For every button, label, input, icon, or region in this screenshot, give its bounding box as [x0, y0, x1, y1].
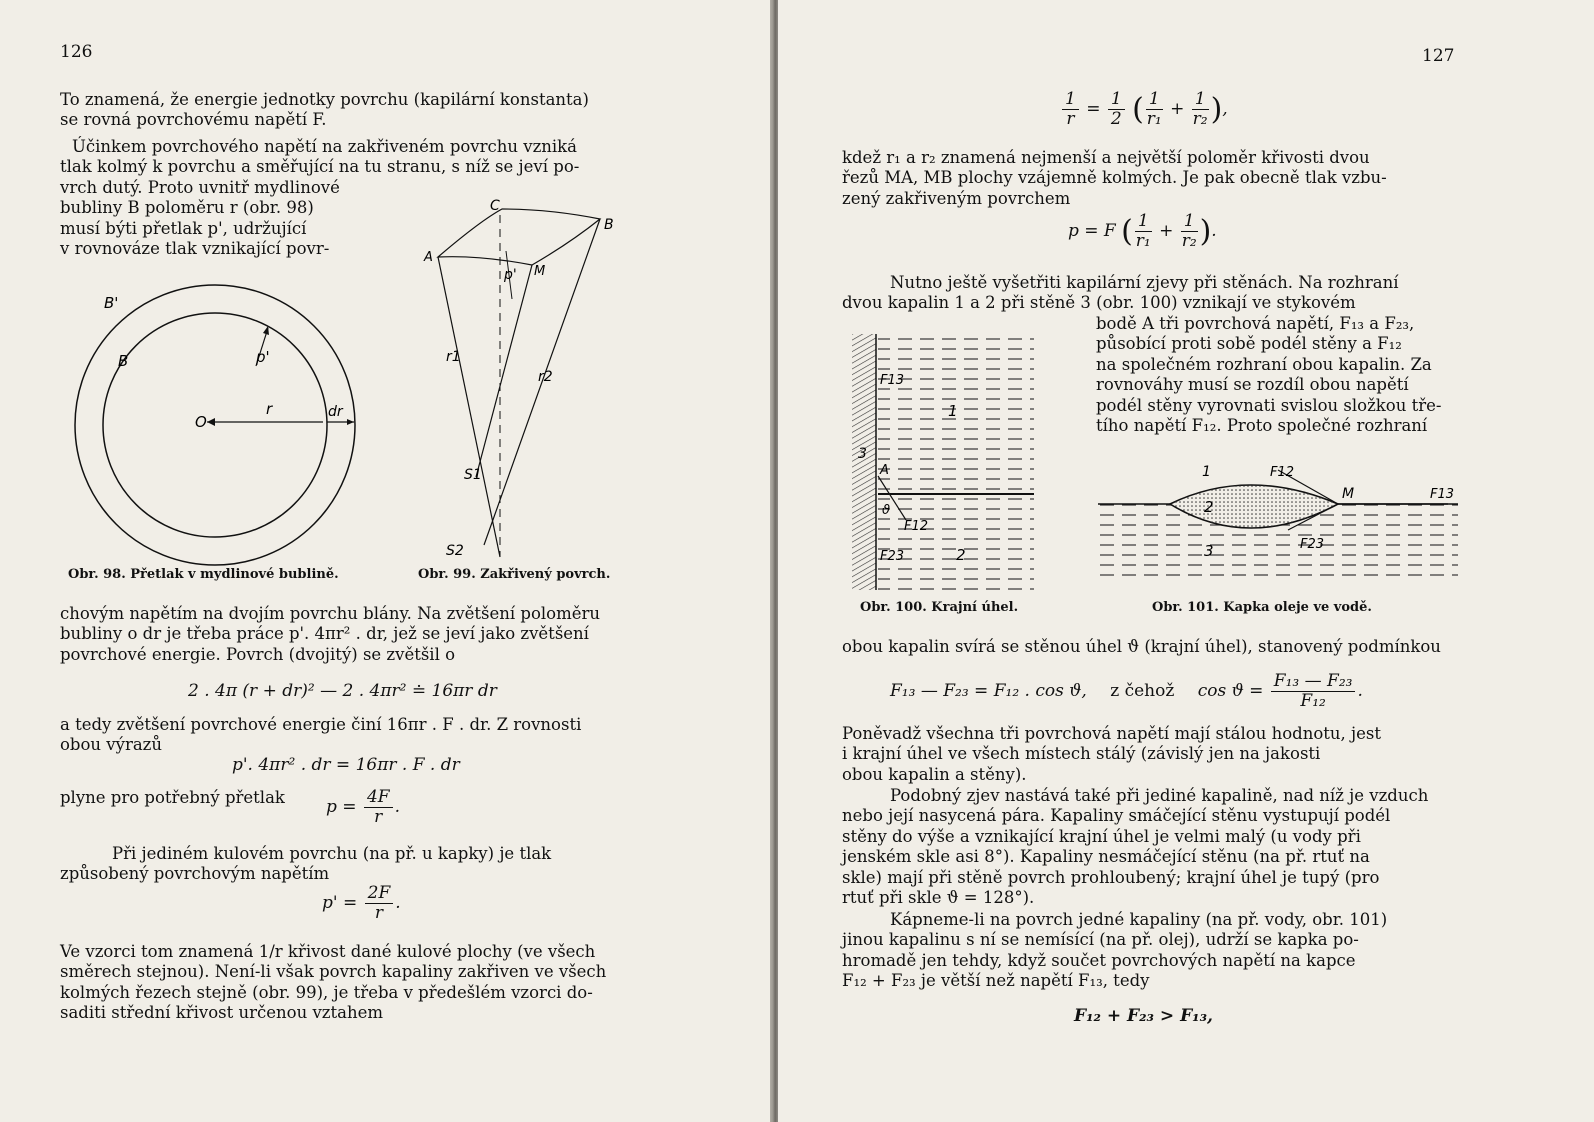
denominator: r₂: [1192, 109, 1208, 129]
figure-101: [1098, 460, 1462, 590]
text-line: povrchové energie. Povrch (dvojitý) se zvětšil o: [60, 644, 456, 664]
label-s2: S2: [446, 543, 464, 559]
text-line: směrech stejnou). Není-li však povrch kapaliny zakřiven ve všech: [60, 962, 607, 982]
label-m: M: [534, 264, 546, 279]
label-m: M: [1342, 486, 1355, 502]
paragraph-r4: [842, 724, 1454, 785]
label-f12: F12: [1270, 465, 1295, 480]
paren: (: [1121, 214, 1133, 249]
text-line: působící proti sobě podél stěny a F₁₂: [1096, 334, 1402, 354]
text-line: rovnováhy musí se rozdíl obou napětí: [1096, 375, 1409, 395]
text-line: hromadě jen tehdy, když součet povrchových napětí na kapce: [842, 950, 1356, 970]
figure-100: [852, 334, 1036, 592]
text-line: F₁₂ + F₂₃ je větší než napětí F₁₃, tedy: [842, 971, 1150, 991]
label-b: B: [118, 352, 129, 370]
paragraph-r5: [842, 786, 1454, 908]
text-line: vrch dutý. Proto uvnitř mydlinové: [60, 178, 340, 197]
equals-sign: =: [1086, 99, 1101, 119]
left-page: [0, 0, 770, 1122]
liquid-2: [878, 494, 1034, 590]
arrowhead: [263, 326, 269, 335]
fraction: [364, 788, 393, 827]
paragraph-2: [60, 137, 672, 178]
equation-8: F₁₂ + F₂₃ > F₁₃,: [1074, 1006, 1213, 1026]
denominator: r: [374, 807, 383, 827]
paragraph-2-narrow: [60, 178, 370, 260]
eq-mid: z čehož: [1110, 681, 1175, 701]
label-b: B: [604, 217, 614, 233]
ray-r1-left: [438, 257, 500, 557]
caption-fig-98: Obr. 98. Přetlak v mydlinové bublině.: [68, 567, 339, 582]
numerator: F₁₃ — F₂₃: [1271, 672, 1356, 692]
label-p: p': [504, 267, 517, 283]
fraction: [1192, 90, 1209, 129]
text-line: bodě A tři povrchová napětí, F₁₃ a F₂₃,: [1096, 314, 1415, 333]
text-line: Kápneme-li na povrch jedné kapaliny (na př. vody, obr. 101): [890, 910, 1388, 929]
eq-lhs: p = F: [1068, 221, 1116, 241]
figure-99: [420, 195, 630, 565]
equation-5: [1060, 90, 1228, 129]
fraction: [1271, 672, 1356, 711]
text-line: kdež r₁ a r₂ znamená nejmenší a největší poloměr křivosti dvou: [842, 148, 1370, 167]
label-dr: dr: [328, 404, 343, 420]
fraction: [365, 884, 394, 923]
text-line: Podobný zjev nastává také při jediné kapalině, nad níž je vzduch: [890, 786, 1429, 805]
plus-sign: +: [1159, 221, 1174, 241]
eq-left: F₁₃ — F₂₃ = F₁₂ . cos ϑ,: [890, 681, 1087, 701]
label-r1: r1: [446, 349, 461, 365]
label-r: r: [266, 400, 273, 418]
text-line: chovým napětím na dvojím povrchu blány. Na zvětšení poloměru: [60, 604, 601, 623]
equation-3: [326, 788, 400, 827]
right-page: [778, 0, 1594, 1122]
label-f12: F12: [904, 519, 929, 534]
fraction: [1181, 212, 1198, 251]
denominator: r: [374, 903, 383, 923]
surface-patch: [438, 209, 600, 265]
numerator: 1: [1135, 212, 1152, 232]
eq-tail: .: [1211, 221, 1217, 241]
text-line: kolmých řezech stejně (obr. 99), je třeba v předešlém vzorci do-: [60, 982, 593, 1002]
text-line: skle) mají při stěně povrch prohloubený; krajní úhel je tupý (pro: [842, 867, 1380, 887]
text-line: způsobený povrchovým napětím: [60, 864, 330, 884]
numerator: 1: [1181, 212, 1198, 232]
paragraph-3: [60, 604, 672, 665]
label-3: 3: [858, 446, 867, 462]
label-theta: ϑ: [882, 503, 891, 518]
text-line: Nutno ještě vyšetřiti kapilární zjevy při stěnách. Na rozhraní: [890, 273, 1399, 292]
text-line: a tedy zvětšení povrchové energie činí 16πr . F . dr. Z rovnosti: [60, 715, 582, 734]
figure-98: [70, 280, 380, 570]
eq-tail: .: [1357, 681, 1363, 701]
label-f23: F23: [1300, 537, 1325, 552]
equation-2: p'. 4πr² . dr = 16πr . F . dr: [232, 755, 460, 775]
text-line: jenském skle asi 8°). Kapaliny nesmáčející stěnu (na př. rtuť na: [842, 847, 1370, 867]
ray-r1-right: [476, 265, 532, 477]
denominator: r₁: [1146, 109, 1162, 129]
text-line: To znamená, že energie jednotky povrchu (kapilární konstanta): [60, 90, 589, 109]
fraction: [1135, 212, 1152, 251]
paren: ): [1199, 214, 1212, 249]
arrowhead: [207, 418, 215, 426]
label-f23: F23: [880, 549, 905, 564]
denominator: r₁: [1135, 231, 1151, 251]
text-line: tího napětí F₁₂. Proto společné rozhraní: [1096, 416, 1428, 436]
text-line: dvou kapalin 1 a 2 při stěně 3 (obr. 100) vznikají ve stykovém: [842, 293, 1356, 313]
text-line: tlak kolmý k povrchu a směřující na tu stranu, s níž se jeví po-: [60, 157, 580, 177]
numerator: 1: [1192, 90, 1209, 110]
page-number: 127: [1422, 46, 1455, 66]
eq-lhs: p' =: [322, 893, 358, 913]
numerator: 4F: [364, 788, 393, 808]
label-1: 1: [948, 402, 958, 420]
eq-tail: .: [395, 893, 401, 913]
eq-lhs: cos ϑ =: [1197, 681, 1264, 701]
text-line: obou kapalin a stěny).: [842, 764, 1027, 784]
text-line: saditi střední křivost určenou vztahem: [60, 1003, 383, 1023]
text-line: Při jediném kulovém povrchu (na př. u kapky) je tlak: [112, 844, 552, 863]
equation-7: [890, 672, 1363, 711]
label-a: A: [880, 463, 889, 478]
text-line: nebo její nasycená pára. Kapaliny smáčející stěnu vystupují podél: [842, 806, 1391, 826]
paragraph-r3: obou kapalin svírá se stěnou úhel ϑ (krajní úhel), stanovený podmínkou: [842, 637, 1441, 656]
page-number: 126: [60, 42, 93, 62]
label-r2: r2: [538, 369, 553, 385]
text-line: obou výrazů: [60, 735, 162, 755]
text-line: stěny do výše a vznikající krajní úhel je velmi malý (u vody při: [842, 826, 1361, 846]
label-3: 3: [1204, 542, 1214, 560]
eq-tail: .: [394, 797, 400, 817]
label-p-prime: p': [256, 348, 270, 366]
text-line: na společném rozhraní obou kapalin. Za: [1096, 354, 1432, 374]
plus-sign: +: [1170, 99, 1185, 119]
paragraph-r2: [842, 273, 1454, 314]
text-line: bubliny B poloměru r (obr. 98): [60, 198, 314, 218]
label-f13: F13: [1430, 487, 1455, 502]
label-f13: F13: [880, 373, 905, 388]
eq-lhs: p =: [326, 797, 357, 817]
caption-fig-99: Obr. 99. Zakřivený povrch.: [418, 567, 611, 582]
paragraph-r2-narrow: [1096, 314, 1454, 436]
fraction: [1146, 90, 1163, 129]
paren: (: [1132, 92, 1144, 127]
text-line: zený zakřiveným povrchem: [842, 188, 1071, 208]
paragraph-6: [60, 844, 672, 885]
text-line: bubliny o dr je třeba práce p'. 4πr² . dr, jež se jeví jako zvětšení: [60, 624, 589, 644]
text-line: i krajní úhel ve všech místech stálý (závislý jen na jakosti: [842, 744, 1321, 764]
paragraph-1: [60, 90, 672, 131]
paragraph-7: [60, 942, 672, 1024]
denominator: r: [1066, 109, 1075, 129]
fraction: [1108, 90, 1125, 129]
label-2: 2: [1204, 498, 1214, 516]
text-line: Ve vzorci tom znamená 1/r křivost dané kulové plochy (ve všech: [60, 942, 596, 961]
fraction: [1062, 90, 1079, 129]
eq-tail: ,: [1222, 99, 1228, 119]
numerator: 2F: [365, 884, 394, 904]
label-2: 2: [956, 546, 966, 564]
text-line: jinou kapalinu s ní se nemísící (na př. olej), udrží se kapka po-: [842, 930, 1359, 950]
caption-fig-100: Obr. 100. Krajní úhel.: [860, 600, 1019, 615]
numerator: 1: [1146, 90, 1163, 110]
text-line: Poněvadž všechna tři povrchová napětí mají stálou hodnotu, jest: [842, 724, 1381, 743]
equation-6: [1068, 212, 1217, 251]
numerator: 1: [1108, 90, 1125, 110]
denominator: 2: [1110, 109, 1122, 129]
equation-4: [322, 884, 401, 923]
label-s1: S1: [464, 467, 482, 483]
denominator: F₁₂: [1300, 691, 1326, 711]
text-line: musí býti přetlak p', udržující: [60, 218, 307, 238]
text-line: v rovnováze tlak vznikající povr-: [60, 239, 330, 259]
paren: ): [1210, 92, 1223, 127]
label-o: O: [195, 413, 207, 431]
arrowhead: [347, 419, 354, 425]
paragraph-4: [60, 715, 672, 756]
paragraph-r6: [842, 910, 1454, 992]
text-line: Účinkem povrchového napětí na zakřiveném povrchu vzniká: [72, 137, 578, 156]
text-line: rtuť při skle ϑ = 128°).: [842, 888, 1035, 908]
label-b-prime: B': [104, 294, 119, 312]
denominator: r₂: [1181, 231, 1197, 251]
caption-fig-101: Obr. 101. Kapka oleje ve vodě.: [1152, 600, 1372, 615]
text-line: řezů MA, MB plochy vzájemně kolmých. Je pak obecně tlak vzbu-: [842, 168, 1387, 188]
numerator: 1: [1062, 90, 1079, 110]
wall-hatching: [852, 334, 876, 590]
label-c: C: [490, 198, 500, 214]
paragraph-r1: [842, 148, 1454, 209]
equation-1: 2 . 4π (r + dr)² — 2 . 4πr² ≐ 16πr dr: [188, 681, 497, 701]
text-line: se rovná povrchovému napětí F.: [60, 110, 327, 130]
text-line: podél stěny vyrovnati svislou složkou tře-: [1096, 395, 1442, 415]
label-1: 1: [1202, 464, 1211, 480]
label-a: A: [424, 250, 433, 265]
paragraph-5: plyne pro potřebný přetlak: [60, 788, 285, 807]
